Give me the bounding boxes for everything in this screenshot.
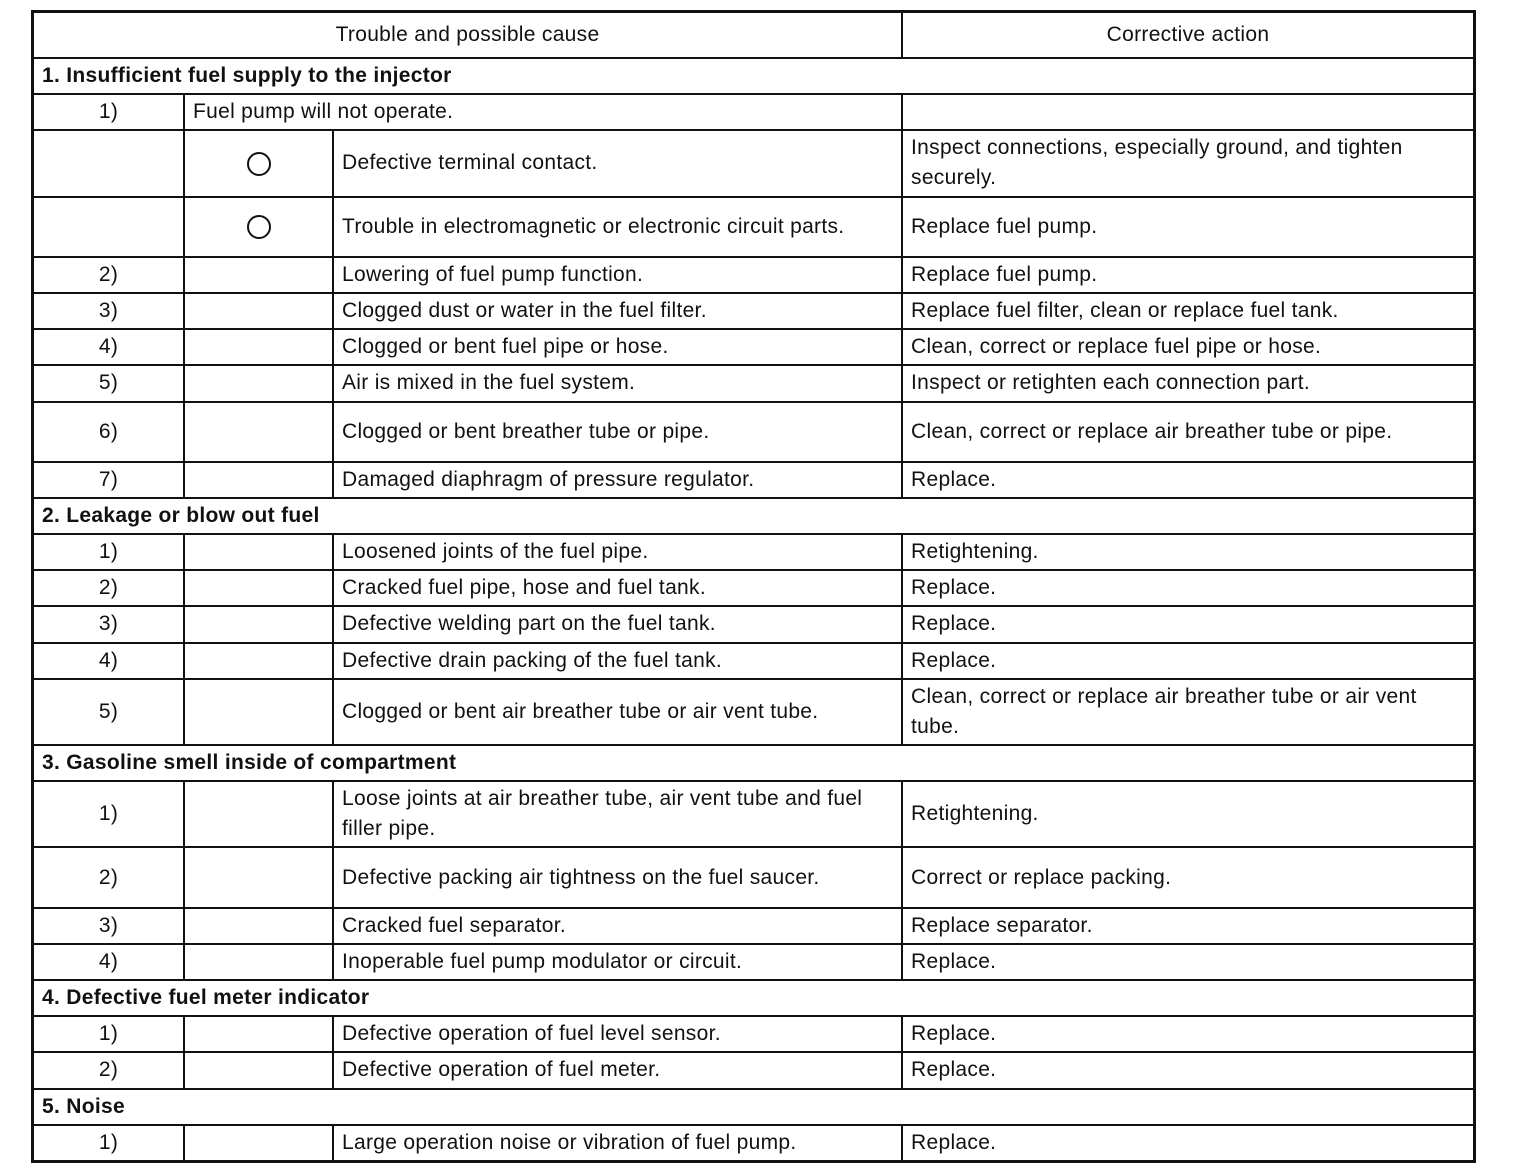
row-number: 5) (34, 679, 184, 745)
row-number: 6) (34, 402, 184, 462)
row-cause: Loose joints at air breather tube, air vent tube and fuel filler pipe. (333, 781, 902, 847)
row-action: Replace. (902, 1125, 1473, 1160)
row-spacer (184, 1052, 333, 1088)
table-row (34, 643, 1473, 679)
table-row (34, 606, 1473, 642)
row-action: Clean, correct or replace air breather tube or pipe. (902, 402, 1473, 462)
section-title: 5. Noise (34, 1089, 1473, 1125)
table-row (34, 679, 1473, 745)
table-row (34, 293, 1473, 329)
table-row (34, 257, 1473, 293)
table-row (34, 1052, 1473, 1088)
row-action: Retightening. (902, 781, 1473, 847)
table-row (34, 781, 1473, 847)
row-action: Replace fuel pump. (902, 257, 1473, 293)
row-number-empty (34, 197, 184, 257)
row-cause: Loosened joints of the fuel pipe. (333, 534, 902, 570)
row-action: Replace separator. (902, 908, 1473, 944)
row-action: Replace. (902, 462, 1473, 498)
row-action: Replace. (902, 1052, 1473, 1088)
row-number: 4) (34, 944, 184, 980)
section-title: 2. Leakage or blow out fuel (34, 498, 1473, 534)
header-cause: Trouble and possible cause (34, 13, 902, 58)
row-spacer (184, 293, 333, 329)
row-number: 7) (34, 462, 184, 498)
row-spacer (184, 1125, 333, 1160)
row-action: Replace. (902, 944, 1473, 980)
row-cause: Large operation noise or vibration of fuel pump. (333, 1125, 902, 1160)
row-spacer (184, 781, 333, 847)
row-cause: Air is mixed in the fuel system. (333, 365, 902, 401)
row-number: 3) (34, 293, 184, 329)
row-number: 2) (34, 1052, 184, 1088)
row-action: Clean, correct or replace air breather tube or air vent tube. (902, 679, 1473, 745)
row-action: Inspect connections, especially ground, and tighten securely. (902, 130, 1473, 196)
row-cause: Clogged or bent breather tube or pipe. (333, 402, 902, 462)
circle-bullet-icon (247, 152, 271, 176)
row-spacer (184, 329, 333, 365)
row-cause: Defective drain packing of the fuel tank. (333, 643, 902, 679)
row-cause: Damaged diaphragm of pressure regulator. (333, 462, 902, 498)
row-action: Replace. (902, 1016, 1473, 1052)
circle-bullet-icon (247, 215, 271, 239)
row-spacer (184, 257, 333, 293)
bullet-cell (184, 197, 333, 257)
row-action: Replace. (902, 606, 1473, 642)
table-row (34, 847, 1473, 907)
table-row (34, 944, 1473, 980)
row-number: 4) (34, 329, 184, 365)
table-row (34, 908, 1473, 944)
troubleshooting-sheet (31, 10, 1476, 1163)
table-row (34, 1125, 1473, 1160)
row-action: Correct or replace packing. (902, 847, 1473, 907)
row-spacer (184, 462, 333, 498)
header-action: Corrective action (902, 13, 1473, 58)
row-cause: Cracked fuel pipe, hose and fuel tank. (333, 570, 902, 606)
row-spacer (184, 679, 333, 745)
table-row (34, 365, 1473, 401)
section-header (34, 745, 1473, 781)
row-number: 3) (34, 908, 184, 944)
row-number: 2) (34, 847, 184, 907)
row-cause: Clogged dust or water in the fuel filter. (333, 293, 902, 329)
section-header (34, 980, 1473, 1016)
row-number: 2) (34, 570, 184, 606)
row-cause: Defective operation of fuel level sensor. (333, 1016, 902, 1052)
bullet-cell (184, 130, 333, 196)
section-header (34, 1089, 1473, 1125)
row-cause: Lowering of fuel pump function. (333, 257, 902, 293)
row-cause: Defective operation of fuel meter. (333, 1052, 902, 1088)
table-row (34, 1016, 1473, 1052)
row-cause: Clogged or bent fuel pipe or hose. (333, 329, 902, 365)
row-number: 3) (34, 606, 184, 642)
row-action: Inspect or retighten each connection part. (902, 365, 1473, 401)
row-number: 1) (34, 781, 184, 847)
table-row (34, 462, 1473, 498)
row-cause: Defective terminal contact. (333, 130, 902, 196)
row-cause: Trouble in electromagnetic or electronic circuit parts. (333, 197, 902, 257)
row-action: Replace fuel pump. (902, 197, 1473, 257)
table-row (34, 130, 1473, 196)
table-row (34, 402, 1473, 462)
table-row (34, 570, 1473, 606)
row-number: 1) (34, 94, 184, 130)
row-spacer (184, 643, 333, 679)
section-title: 1. Insufficient fuel supply to the injector (34, 58, 1473, 94)
row-cause: Fuel pump will not operate. (184, 94, 902, 130)
row-number: 1) (34, 1125, 184, 1160)
row-action: Clean, correct or replace fuel pipe or hose. (902, 329, 1473, 365)
row-spacer (184, 570, 333, 606)
row-number: 2) (34, 257, 184, 293)
row-cause: Defective welding part on the fuel tank. (333, 606, 902, 642)
row-number: 5) (34, 365, 184, 401)
table-row (34, 534, 1473, 570)
row-spacer (184, 908, 333, 944)
row-action-empty (902, 94, 1473, 130)
table-row (34, 197, 1473, 257)
section-header (34, 58, 1473, 94)
section-title: 4. Defective fuel meter indicator (34, 980, 1473, 1016)
table-row (34, 94, 1473, 130)
row-spacer (184, 847, 333, 907)
row-number-empty (34, 130, 184, 196)
row-spacer (184, 402, 333, 462)
row-number: 1) (34, 534, 184, 570)
row-cause: Cracked fuel separator. (333, 908, 902, 944)
troubleshooting-table (34, 13, 1473, 1160)
section-title: 3. Gasoline smell inside of compartment (34, 745, 1473, 781)
row-spacer (184, 1016, 333, 1052)
row-spacer (184, 365, 333, 401)
row-spacer (184, 944, 333, 980)
row-spacer (184, 606, 333, 642)
row-action: Replace. (902, 643, 1473, 679)
row-number: 1) (34, 1016, 184, 1052)
row-cause: Inoperable fuel pump modulator or circuit. (333, 944, 902, 980)
row-cause: Clogged or bent air breather tube or air vent tube. (333, 679, 902, 745)
row-action: Replace. (902, 570, 1473, 606)
row-action: Replace fuel filter, clean or replace fuel tank. (902, 293, 1473, 329)
row-cause: Defective packing air tightness on the fuel saucer. (333, 847, 902, 907)
header-row (34, 13, 1473, 58)
row-spacer (184, 534, 333, 570)
section-header (34, 498, 1473, 534)
row-number: 4) (34, 643, 184, 679)
row-action: Retightening. (902, 534, 1473, 570)
table-row (34, 329, 1473, 365)
